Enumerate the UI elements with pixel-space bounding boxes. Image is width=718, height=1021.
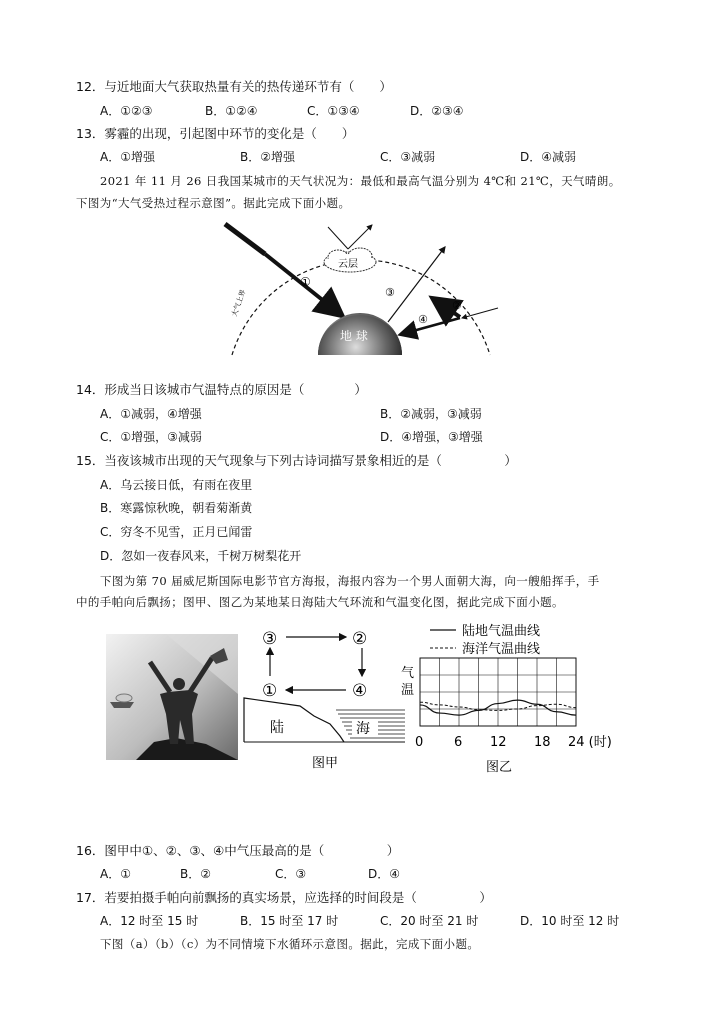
q14-option-b: B．②减弱，③减弱 (380, 407, 482, 421)
arrow-1-incoming-top (225, 224, 265, 254)
x-tick-18: 18 (534, 735, 551, 750)
label-3: ③ (385, 286, 395, 299)
q17-option-a: A．12 时至 15 时 (100, 914, 199, 928)
atmosphere-heating-diagram (220, 212, 510, 362)
jia-label-1: ① (262, 681, 278, 701)
q14-stem: 14．形成当日该城市气温特点的原因是（ ） (76, 382, 367, 397)
legend-land: 陆地气温曲线 (462, 624, 541, 639)
land-profile (244, 698, 344, 742)
chart-grid (420, 658, 576, 726)
arrow-4 (402, 318, 460, 334)
q16-stem: 16．图甲中①、②、③、④中气压最高的是（ ） (76, 843, 400, 858)
q14-option-a: A．①减弱，④增强 (100, 407, 202, 421)
q16-option-b: B．② (180, 867, 211, 881)
q16-option-c: C．③ (275, 867, 307, 881)
x-tick-0: 0 (415, 735, 424, 750)
atm-boundary-label: 大气上界 (230, 288, 248, 318)
x-tick-12: 12 (490, 735, 507, 750)
intro3-line1: 下图（a）（b）（c）为不同情境下水循环示意图。据此，完成下面小题。 (100, 937, 480, 951)
q12-option-b: B．①②④ (205, 104, 258, 118)
q13-option-c: C．③减弱 (380, 150, 436, 164)
q12-stem: 12．与近地面大气获取热量有关的热传递环节有（ ） (76, 79, 392, 94)
q15-option-c: C．穷冬不见雪，正月已闻雷 (100, 525, 253, 539)
circulation-diagram-jia (240, 624, 410, 774)
label-1: ① (300, 275, 311, 289)
q17-option-c: C．20 时至 21 时 (380, 914, 479, 928)
intro1-line2: 下图为“大气受热过程示意图”。据此完成下面小题。 (76, 196, 351, 210)
label-2: ② (452, 299, 462, 312)
sea-label: 海 (356, 721, 370, 737)
q13-stem: 13．雾霾的出现，引起图中环节的变化是（ ） (76, 126, 355, 141)
q15-option-b: B．寒露惊秋晚，朝看菊渐黄 (100, 501, 253, 515)
temperature-chart-yi (398, 618, 618, 778)
q15-stem: 15．当夜该城市出现的天气现象与下列古诗词描写景象相近的是（ ） (76, 453, 517, 468)
y-label-1: 气 (401, 666, 415, 681)
intro1-line1: 2021 年 11 月 26 日我国某城市的天气状况为：最低和最高气温分别为 4℃和 21℃，天气晴朗。 (100, 174, 621, 188)
q17-option-b: B．15 时至 17 时 (240, 914, 339, 928)
q14-option-c: C．①增强，③减弱 (100, 430, 202, 444)
jia-label-4: ④ (352, 681, 368, 701)
q14-option-d: D．④增强，③增强 (380, 430, 483, 444)
x-tick-6: 6 (454, 735, 463, 750)
q16-option-a: A．① (100, 867, 131, 881)
q12-option-d: D．②③④ (410, 104, 464, 118)
arrow-3 (388, 247, 445, 322)
intro2-line1: 下图为第 70 届威尼斯国际电影节官方海报，海报内容为一个男人面朝大海，向一艘船挥手，手 (100, 574, 600, 588)
q12-option-a: A．①②③ (100, 104, 153, 118)
q13-option-a: A．①增强 (100, 150, 155, 164)
legend-sea: 海洋气温曲线 (462, 642, 541, 657)
cloud-label: 云层 (338, 259, 358, 270)
q13-option-d: D．④减弱 (520, 150, 576, 164)
q16-option-d: D．④ (368, 867, 400, 881)
jia-caption: 图甲 (312, 756, 339, 771)
jia-label-2: ② (352, 629, 368, 649)
q15-option-a: A．乌云接日低，有雨在夜里 (100, 478, 253, 492)
q17-option-d: D．10 时至 12 时 (520, 914, 620, 928)
q15-option-d: D．忽如一夜春风来，千树万树梨花开 (100, 549, 302, 563)
land-label: 陆 (270, 720, 284, 736)
x-tick-24: 24 (时) (568, 735, 612, 750)
earth-label: 地 球 (340, 329, 368, 343)
label-4: ④ (418, 313, 428, 326)
jia-label-3: ③ (262, 629, 278, 649)
y-label-2: 温 (401, 683, 415, 698)
q13-option-b: B．②增强 (240, 150, 295, 164)
q12-option-c: C．①③④ (307, 104, 360, 118)
intro2-line2: 中的手帕向后飘扬；图甲、图乙为某地某日海陆大气环流和气温变化图，据此完成下面小题。 (76, 595, 564, 609)
film-festival-poster-image (106, 634, 238, 760)
q17-stem: 17．若要拍摄手帕向前飘扬的真实场景，应选择的时间段是（ ） (76, 890, 492, 905)
yi-caption: 图乙 (486, 760, 513, 775)
